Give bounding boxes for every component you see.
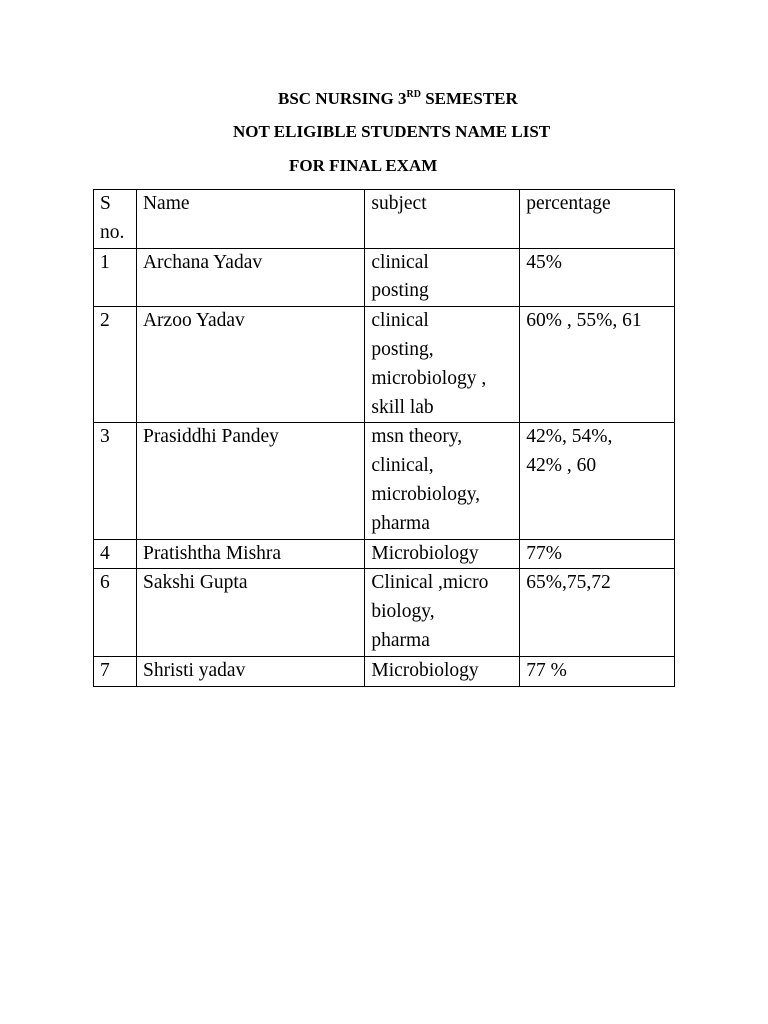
subject-line: pharma	[371, 512, 430, 534]
cell-percentage	[520, 307, 675, 423]
header-sno-line-2: no.	[100, 221, 125, 243]
cell-name: Pratishtha Mishra	[136, 539, 364, 569]
percentage-line: 42% , 60	[526, 455, 597, 477]
cell-subject	[365, 248, 520, 307]
cell-percentage	[520, 539, 675, 569]
header-percentage: percentage	[520, 190, 675, 249]
cell-sno: 3	[94, 423, 137, 539]
cell-subject	[365, 569, 520, 656]
cell-subject	[365, 307, 520, 423]
title-line-1-superscript: RD	[406, 89, 421, 100]
cell-name: Arzoo Yadav	[136, 307, 364, 423]
cell-name: Archana Yadav	[136, 248, 364, 307]
cell-sno: 6	[94, 569, 137, 656]
subject-line: posting,	[371, 338, 434, 360]
subject-line: biology,	[371, 601, 435, 623]
cell-sno: 7	[94, 656, 137, 686]
cell-percentage	[520, 656, 675, 686]
table-row	[94, 569, 675, 656]
table-header-row	[94, 190, 675, 249]
document-title-line-2: NOT ELIGIBLE STUDENTS NAME LIST	[233, 122, 551, 141]
cell-subject	[365, 656, 520, 686]
percentage-line: 65%,75,72	[526, 572, 611, 594]
table-row	[94, 307, 675, 423]
cell-subject	[365, 423, 520, 539]
percentage-line: 77%	[526, 542, 562, 564]
subject-line: Microbiology	[371, 542, 479, 564]
table-row	[94, 539, 675, 569]
cell-name: Shristi yadav	[136, 656, 364, 686]
header-sno-line-1: S	[100, 193, 111, 214]
table-row	[94, 423, 675, 539]
header-name: Name	[136, 190, 364, 249]
subject-line: clinical	[371, 310, 429, 332]
cell-percentage	[520, 423, 675, 539]
cell-sno: 2	[94, 307, 137, 423]
subject-line: Microbiology	[371, 659, 479, 681]
subject-line: msn theory,	[371, 426, 463, 448]
percentage-line: 77 %	[526, 659, 567, 681]
cell-sno: 4	[94, 539, 137, 569]
table-row	[94, 248, 675, 307]
subject-line: microbiology ,	[371, 367, 487, 389]
cell-subject	[365, 539, 520, 569]
not-eligible-students-table	[93, 189, 675, 687]
header-sno	[94, 190, 137, 249]
percentage-line: 60% , 55%, 61	[526, 310, 642, 332]
subject-line: microbiology,	[371, 483, 481, 505]
title-line-1-suffix: SEMESTER	[420, 89, 518, 108]
cell-percentage	[520, 569, 675, 656]
percentage-line: 42%, 54%,	[526, 426, 613, 448]
cell-percentage	[520, 248, 675, 307]
subject-line: posting	[371, 280, 429, 302]
subject-line: skill lab	[371, 396, 434, 418]
subject-line: clinical,	[371, 455, 434, 477]
cell-name: Prasiddhi Pandey	[136, 423, 364, 539]
subject-line: Clinical ,micro	[371, 572, 489, 594]
title-line-1-prefix: BSC NURSING 3	[278, 89, 407, 108]
percentage-line: 45%	[526, 251, 562, 273]
document-title-line-3: FOR FINAL EXAM	[289, 156, 438, 175]
subject-line: clinical	[371, 251, 429, 273]
cell-name: Sakshi Gupta	[136, 569, 364, 656]
table-row	[94, 656, 675, 686]
subject-line: pharma	[371, 629, 430, 651]
header-subject: subject	[365, 190, 520, 249]
document-title-line-1	[278, 89, 518, 112]
cell-sno: 1	[94, 248, 137, 307]
